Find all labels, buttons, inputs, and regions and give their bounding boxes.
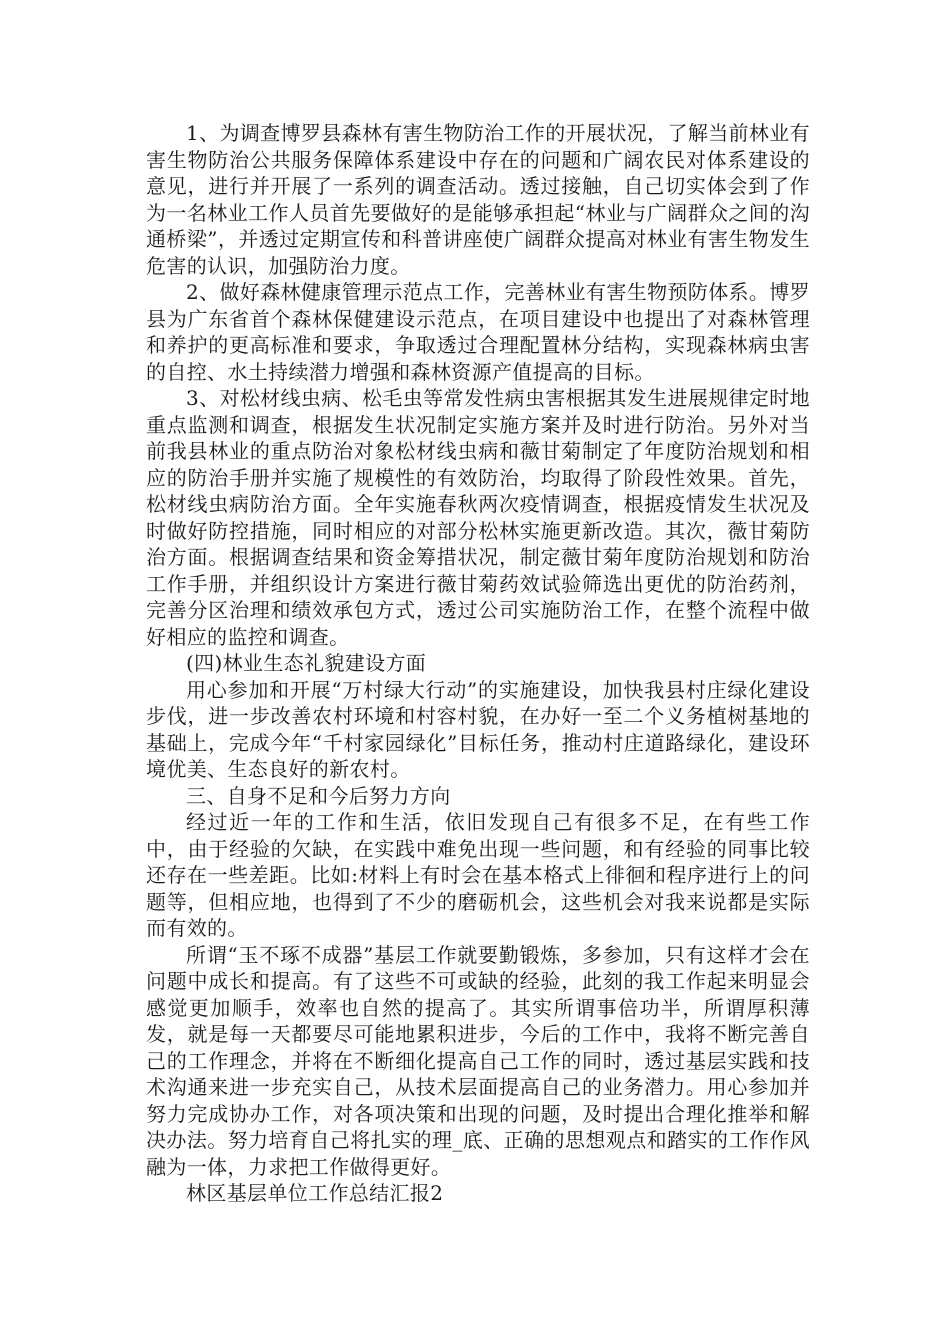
paragraph-greening: 用心参加和开展“万村绿大行动”的实施建设，加快我县村庄绿化建设步伐，进一步改善农村环境和村容村貌，在办好一至二个义务植树基地的基础上，完成今年“千村家园绿化”目标任务，推动村庄道路绿化，建设环境优美、生态良好的新农村。 <box>146 677 810 781</box>
paragraph-pine-wilt: 3、对松材线虫病、松毛虫等常发性病虫害根据其发生进展规律定时地重点监测和调查，根据发生状况制定实施方案并及时进行防治。另外对当前我县林业的重点防治对象松材线虫病和薇甘菊制定了年度防治规划和相应的防治手册并实施了规模性的有效防治，均取得了阶段性效果。首先，松材线虫病防治方面。全年实施春秋两次疫情调查，根据疫情发生状况及时做好防控措施，同时相应的对部分松林实施更新改造。其次，薇甘菊防治方面。根据调查结果和资金筹措状况，制定薇甘菊年度防治规划和防治工作手册，并组织设计方案进行薇甘菊药效试验筛选出更优的防治药剂，完善分区治理和绩效承包方式，透过公司实施防治工作，在整个流程中做好相应的监控和调查。 <box>146 386 810 649</box>
section-heading-ecology: (四)林业生态礼貌建设方面 <box>186 651 427 675</box>
paragraph-forest-health: 2、做好森林健康管理示范点工作，完善林业有害生物预防体系。博罗县为广东省首个森林保健建设示范点，在项目建设中也提出了对森林管理和养护的更高标准和要求，争取透过合理配置林分结构，实现森林病虫害的自控、水土持续潜力增强和森林资源产值提高的目标。 <box>146 280 810 384</box>
paragraph-future-work: 所谓“玉不琢不成器”基层工作就要勤锻炼，多参加，只有这样才会在问题中成长和提高。有了这些不可或缺的经验，此刻的我工作起来明显会感觉更加顺手，效率也自然的提高了。其实所谓事倍功半，所谓厚积薄发，就是每一天都要尽可能地累积进步，今后的工作中，我将不断完善自己的工作理念，并将在不断细化提高自己工作的同时，透过基层实践和技术沟通来进一步充实自己，从技术层面提高自己的业务潜力。用心参加并努力完成协办工作，对各项决策和出现的问题，及时提出合理化推举和解决办法。努力培育自己将扎实的理_底、正确的思想观点和踏实的工作作风融为一体，力求把工作做得更好。 <box>146 942 810 1179</box>
report-title-2: 林区基层单位工作总结汇报2 <box>186 1181 444 1205</box>
section-heading-shortcomings: 三、自身不足和今后努力方向 <box>186 783 451 808</box>
document-body <box>146 120 810 1207</box>
paragraph-shortcomings: 经过近一年的工作和生活，依旧发现自己有很多不足，在有些工作中，由于经验的欠缺，在实践中难免出现一些问题，和有经验的同事比较还存在一些差距。比如:材料上有时会在基本格式上徘徊和程序进行上的问题等，但相应地，也得到了不少的磨砺机会，这些机会对我来说都是实际而有效的。 <box>146 810 810 940</box>
paragraph-pest-survey: 1、为调查博罗县森林有害生物防治工作的开展状况，了解当前林业有害生物防治公共服务保障体系建设中存在的问题和广阔农民对体系建设的意见，进行并开展了一系列的调查活动。透过接触，自己切实体会到了作为一名林业工作人员首先要做好的是能够承担起“林业与广阔群众之间的沟通桥梁”，并透过定期宣传和科普讲座使广阔群众提高对林业有害生物发生危害的认识，加强防治力度。 <box>146 121 810 278</box>
